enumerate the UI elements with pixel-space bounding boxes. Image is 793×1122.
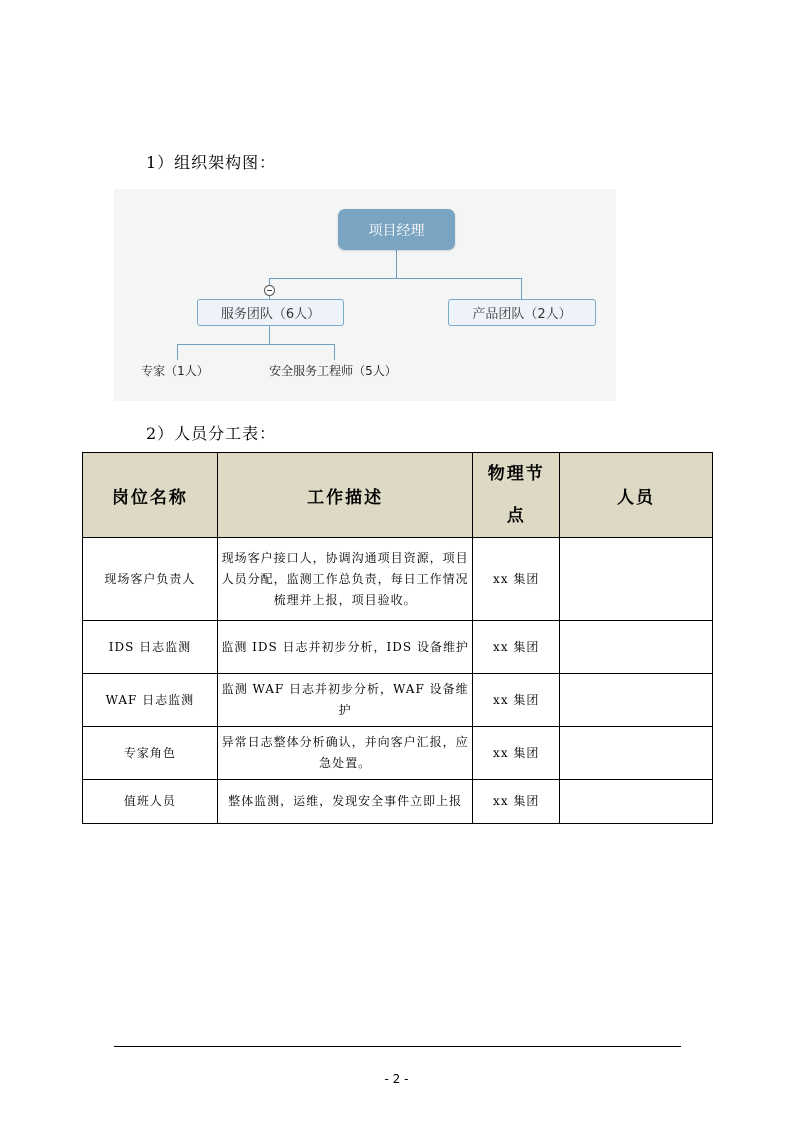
cell-personnel[interactable] — [560, 538, 713, 621]
cell-personnel[interactable] — [560, 621, 713, 674]
table-header-row — [83, 453, 713, 538]
connector-expert — [177, 344, 178, 360]
connector-leaves — [177, 344, 335, 345]
cell-node: xx 集团 — [473, 727, 560, 780]
table-row — [83, 674, 713, 727]
header-description: 工作描述 — [217, 453, 473, 538]
connector-service-down — [269, 325, 270, 344]
connector-product — [521, 278, 522, 299]
page-number: - 2 - — [384, 1072, 409, 1086]
cell-role: IDS 日志监测 — [83, 621, 218, 674]
table-row — [83, 621, 713, 674]
table-row — [83, 780, 713, 824]
cell-node: xx 集团 — [473, 621, 560, 674]
cell-role: 专家角色 — [83, 727, 218, 780]
staffing-heading: 2）人员分工表： — [146, 424, 277, 443]
collapse-icon[interactable] — [264, 285, 275, 296]
connector-horizontal — [269, 278, 522, 279]
cell-description: 异常日志整体分析确认，并向客户汇报，应急处置。 — [217, 727, 473, 780]
org-chart — [114, 189, 616, 401]
org-node-expert[interactable]: 专家（1人） — [141, 363, 209, 378]
org-node-product-team[interactable]: 产品团队（2人） — [448, 299, 596, 326]
cell-description: 整体监测，运维，发现安全事件立即上报 — [217, 780, 473, 824]
header-personnel: 人员 — [560, 453, 713, 538]
header-role: 岗位名称 — [83, 453, 218, 538]
cell-node: xx 集团 — [473, 538, 560, 621]
cell-role: WAF 日志监测 — [83, 674, 218, 727]
cell-description: 监测 WAF 日志并初步分析，WAF 设备维护 — [217, 674, 473, 727]
cell-personnel[interactable] — [560, 727, 713, 780]
footer-divider — [114, 1046, 681, 1047]
cell-description: 监测 IDS 日志并初步分析，IDS 设备维护 — [217, 621, 473, 674]
staffing-table — [82, 452, 713, 824]
org-node-security-engineer[interactable]: 安全服务工程师（5人） — [269, 363, 397, 378]
cell-node: xx 集团 — [473, 780, 560, 824]
header-physical-node: 物理节点 — [473, 453, 560, 538]
org-chart-heading: 1）组织架构图： — [146, 153, 277, 172]
cell-role: 现场客户负责人 — [83, 538, 218, 621]
table-row — [83, 727, 713, 780]
connector-engineer — [334, 344, 335, 360]
org-node-project-manager[interactable]: 项目经理 — [338, 209, 455, 250]
org-node-service-team[interactable]: 服务团队（6人） — [197, 299, 344, 326]
connector-root — [396, 250, 397, 279]
cell-role: 值班人员 — [83, 780, 218, 824]
table-row — [83, 538, 713, 621]
cell-personnel[interactable] — [560, 780, 713, 824]
cell-personnel[interactable] — [560, 674, 713, 727]
cell-description: 现场客户接口人，协调沟通项目资源，项目人员分配，监测工作总负责，每日工作情况梳理并上报，项目验收。 — [217, 538, 473, 621]
cell-node: xx 集团 — [473, 674, 560, 727]
